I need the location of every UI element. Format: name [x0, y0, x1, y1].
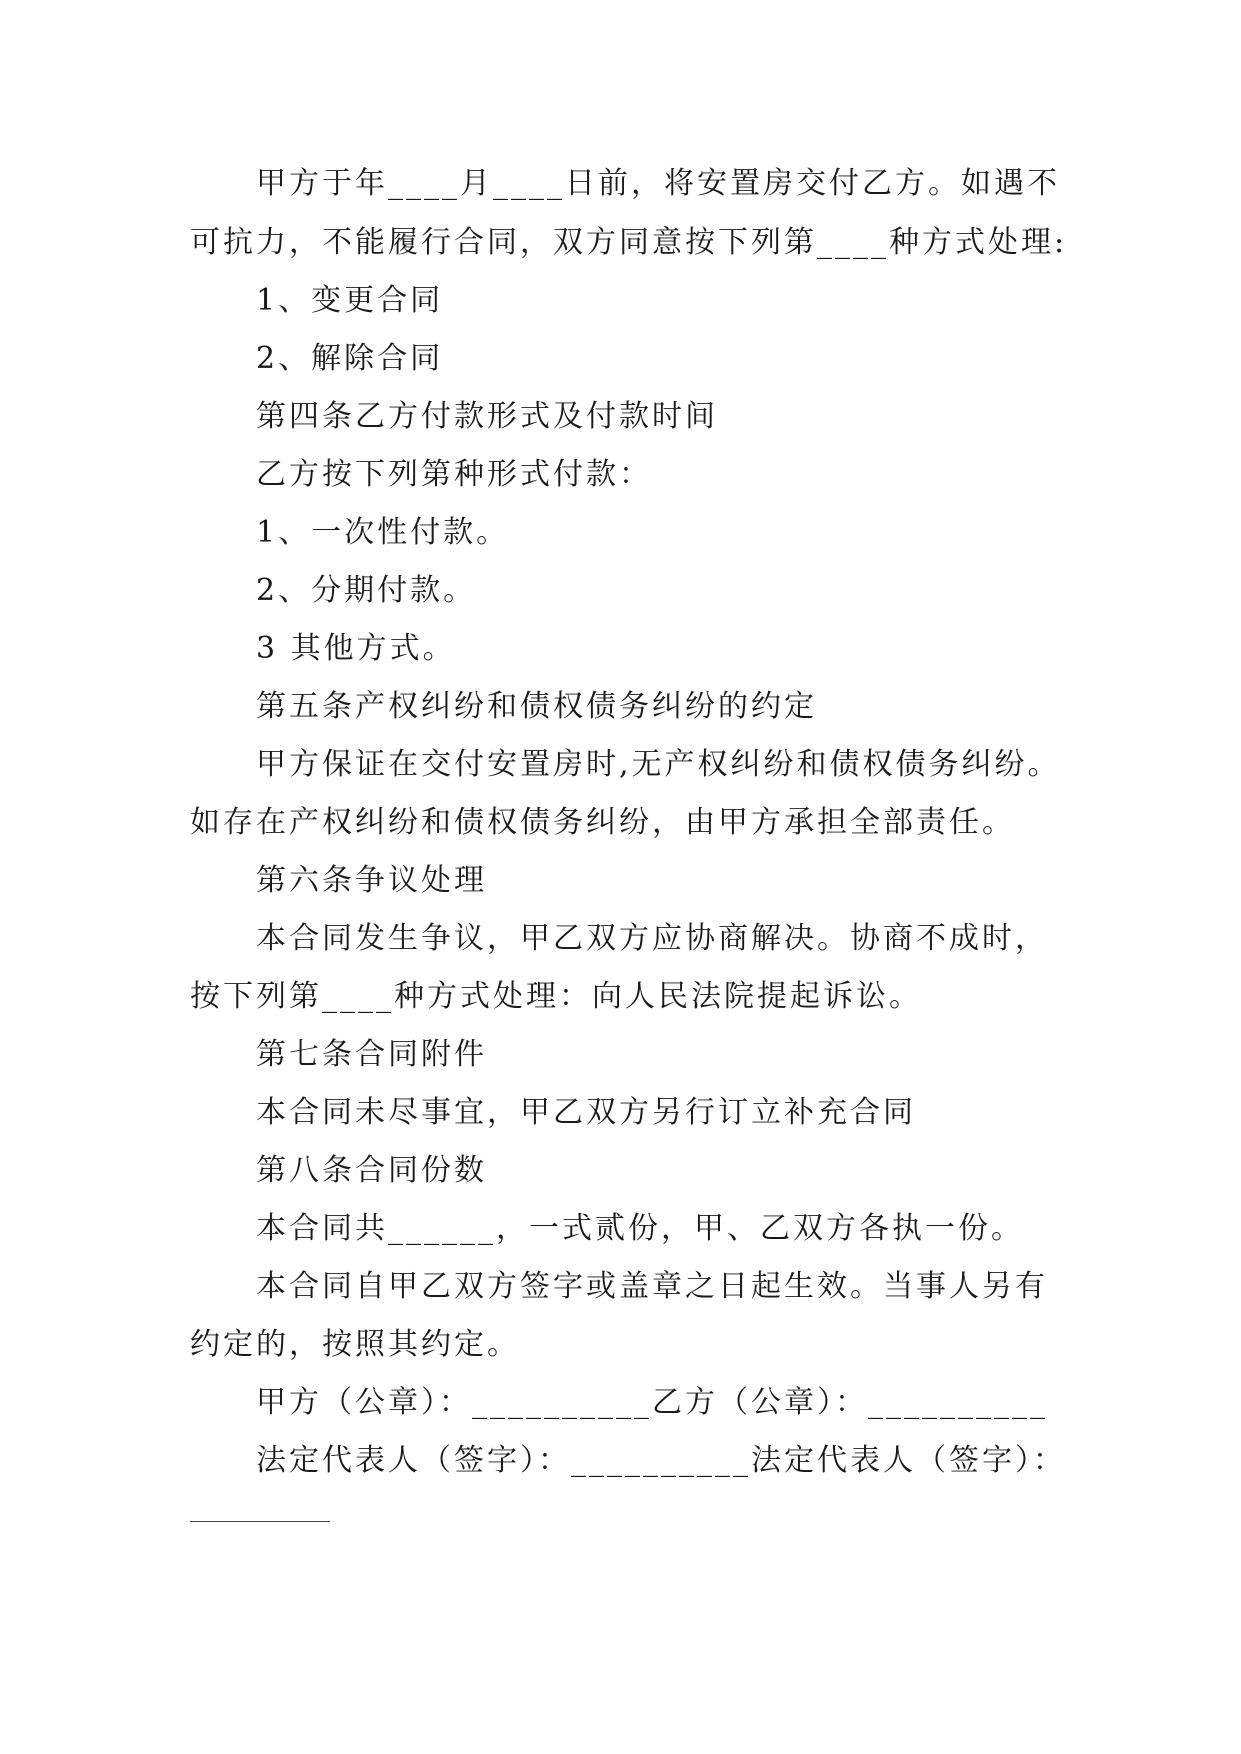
paragraph-line: 甲方于年____月____日前，将安置房交付乙方。如遇不 [256, 166, 1060, 201]
paragraph-line: 本合同自甲乙双方签字或盖章之日起生效。当事人另有 [256, 1269, 1048, 1304]
paragraph-line: 按下列第____种方式处理：向人民法院提起诉讼。 [190, 979, 922, 1014]
section-heading: 第七条合同附件 [256, 1037, 487, 1072]
signature-line-representative: 法定代表人（签字）：__________法定代表人（签字）： [256, 1443, 1066, 1478]
signature-blank [190, 1521, 330, 1522]
section-heading: 第四条乙方付款形式及付款时间 [256, 399, 718, 434]
list-item: 1、变更合同 [256, 283, 444, 318]
list-item: 3 其他方式。 [256, 631, 456, 666]
signature-line-seal: 甲方（公章）：__________乙方（公章）：__________ [256, 1385, 1048, 1420]
paragraph-line: 约定的，按照其约定。 [190, 1327, 520, 1362]
list-item: 2、解除合同 [256, 341, 444, 376]
section-heading: 第五条产权纠纷和债权债务纠纷的约定 [256, 689, 817, 724]
paragraph-line: 可抗力，不能履行合同，双方同意按下列第____种方式处理: [190, 225, 1068, 260]
paragraph-line: 乙方按下列第种形式付款： [256, 457, 652, 492]
paragraph-line: 甲方保证在交付安置房时,无产权纠纷和债权债务纠纷。 [256, 747, 1061, 782]
paragraph-line: 如存在产权纠纷和债权债务纠纷，由甲方承担全部责任。 [190, 805, 1015, 840]
paragraph-line: 本合同共______，一式贰份，甲、乙双方各执一份。 [256, 1211, 1024, 1246]
paragraph-line: 本合同发生争议，甲乙双方应协商解决。协商不成时， [256, 921, 1048, 956]
list-item: 2、分期付款。 [256, 573, 477, 608]
paragraph-line: 本合同未尽事宜，甲乙双方另行订立补充合同 [256, 1095, 916, 1130]
list-item: 1、一次性付款。 [256, 515, 510, 550]
section-heading: 第八条合同份数 [256, 1153, 487, 1188]
section-heading: 第六条争议处理 [256, 863, 487, 898]
